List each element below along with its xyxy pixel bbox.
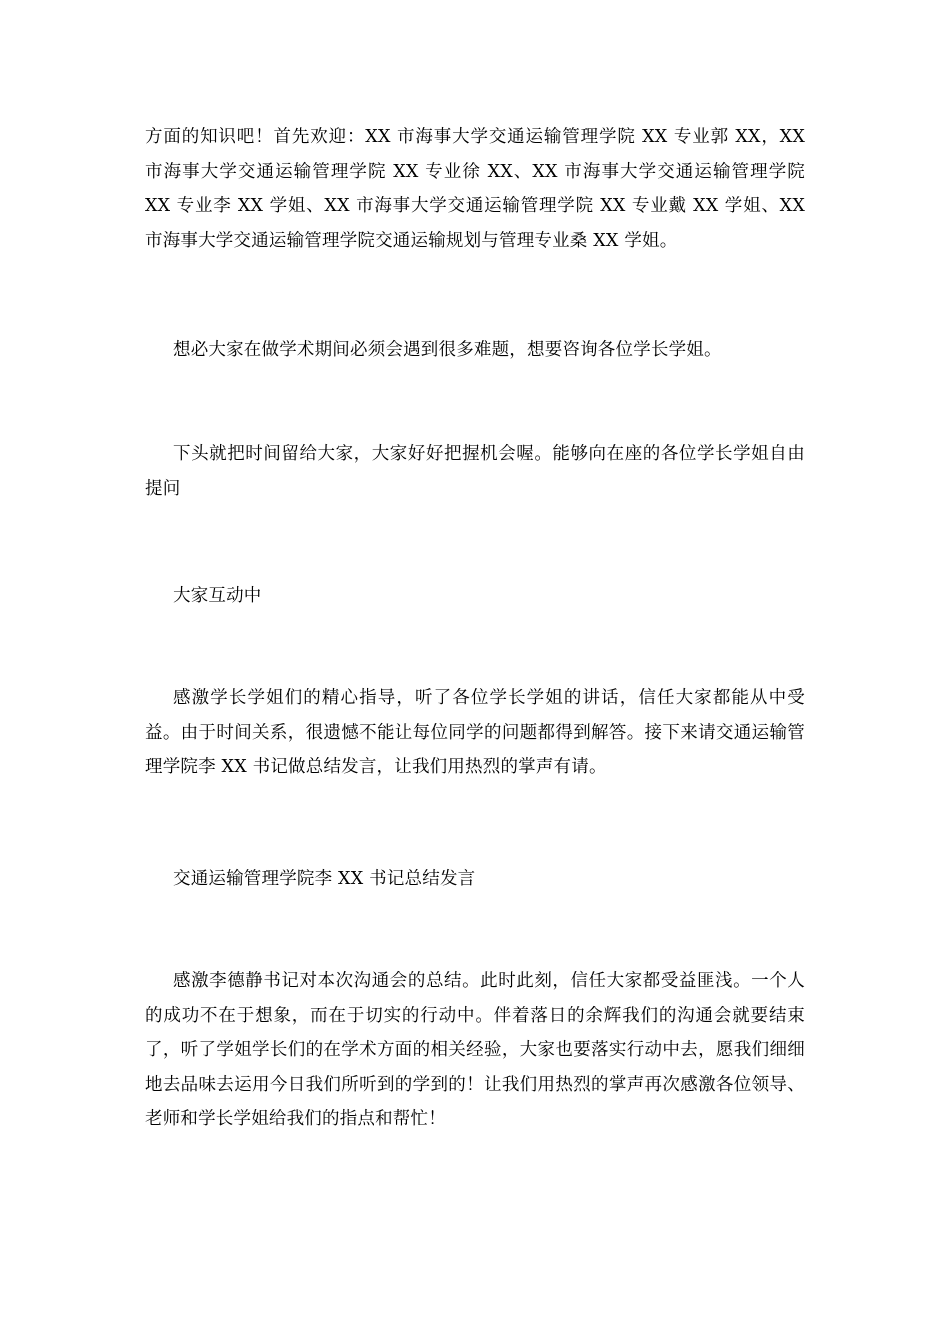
paragraph-interaction: 大家互动中	[173, 586, 262, 606]
paragraph-academic-questions: 想必大家在做学术期间必须会遇到很多难题，想要咨询各位学长学姐。	[173, 340, 722, 360]
paragraph-free-questions: 下头就把时间留给大家，大家好好把握机会喔。能够向在座的各位学长学姐自由提问	[145, 444, 805, 499]
paragraph-closing: 感激李德静书记对本次沟通会的总结。此时此刻，信任大家都受益匪浅。一个人的成功不在于想象，而在于切实的行动中。伴着落日的余辉我们的沟通会就要结束了，听了学姐学长们的在学术方面的相关经验，大家也要落实行动中去，愿我们细细地去品味去运用今日我们所听到的学到的！让我们用热烈的掌声再次感激各位领导、老师和学长学姐给我们的指点和帮忙！	[145, 971, 805, 1129]
paragraph-secretary-summary: 交通运输管理学院李 XX 书记总结发言	[173, 869, 476, 889]
paragraph-welcome-guests: 方面的知识吧！首先欢迎：XX 市海事大学交通运输管理学院 XX 专业郭 XX，XX 市海事大学交通运输管理学院 XX 专业徐 XX、XX 市海事大学交通运输管理学院 XX 专业李 XX 学姐、XX 市海事大学交通运输管理学院 XX 专业戴 XX 学姐、XX 市海事大学交通运输管理学院交通运输规划与管理专业桑 XX 学姐。	[145, 127, 805, 251]
paragraph-thanks-seniors: 感激学长学姐们的精心指导，听了各位学长学姐的讲话，信任大家都能从中受益。由于时间关系，很遗憾不能让每位同学的问题都得到解答。接下来请交通运输管理学院李 XX 书记做总结发言，让我们用热烈的掌声有请。	[145, 688, 805, 777]
